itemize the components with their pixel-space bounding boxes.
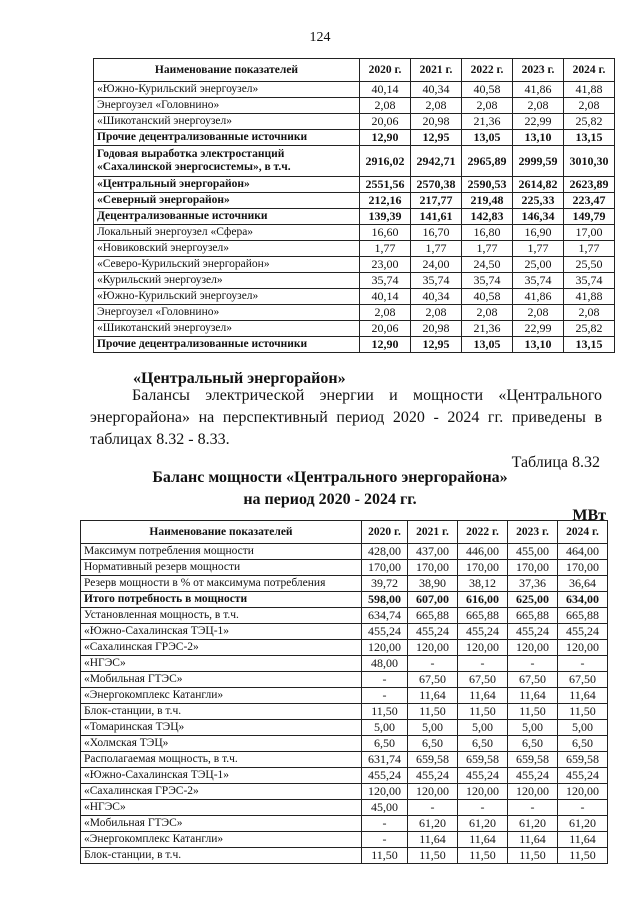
value-cell: 217,77 — [411, 193, 462, 209]
table-row — [94, 305, 615, 321]
value-cell: 170,00 — [362, 560, 408, 576]
indicator-name-cell: «Южно-Курильский энергоузел» — [94, 289, 360, 305]
power-balance-table — [80, 520, 608, 864]
table-row — [81, 752, 608, 768]
value-cell: 120,00 — [408, 784, 458, 800]
value-cell: 11,50 — [458, 848, 508, 864]
value-cell: 665,88 — [458, 608, 508, 624]
value-cell: 37,36 — [508, 576, 558, 592]
indicator-name-cell: Энергоузел «Головнино» — [94, 305, 360, 321]
table-row — [81, 560, 608, 576]
header-year: 2024 г. — [558, 521, 608, 544]
value-cell: 21,36 — [462, 321, 513, 337]
caption-line-2: на период 2020 - 2024 гг. — [243, 491, 417, 508]
value-cell: 11,50 — [508, 848, 558, 864]
value-cell: 16,70 — [411, 225, 462, 241]
header-year: 2021 г. — [411, 59, 462, 82]
value-cell: 11,50 — [362, 704, 408, 720]
header-year: 2020 г. — [360, 59, 411, 82]
value-cell: 16,60 — [360, 225, 411, 241]
value-cell: 120,00 — [508, 784, 558, 800]
value-cell: 35,74 — [360, 273, 411, 289]
value-cell: 41,88 — [564, 289, 615, 305]
value-cell: 2916,02 — [360, 146, 411, 177]
value-cell: 20,06 — [360, 114, 411, 130]
value-cell: 5,00 — [458, 720, 508, 736]
value-cell: 1,77 — [462, 241, 513, 257]
value-cell: 665,88 — [558, 608, 608, 624]
header-year: 2023 г. — [508, 521, 558, 544]
value-cell: 223,47 — [564, 193, 615, 209]
table-row — [81, 608, 608, 624]
value-cell: 665,88 — [408, 608, 458, 624]
value-cell: 67,50 — [408, 672, 458, 688]
value-cell: 2,08 — [360, 305, 411, 321]
table-row — [81, 768, 608, 784]
value-cell: 455,24 — [362, 624, 408, 640]
value-cell: 2551,56 — [360, 177, 411, 193]
value-cell: 11,64 — [508, 832, 558, 848]
value-cell: 41,86 — [513, 289, 564, 305]
value-cell: 446,00 — [458, 544, 508, 560]
table-row — [94, 209, 615, 225]
indicator-name-cell: «Южно-Сахалинская ТЭЦ-1» — [81, 624, 362, 640]
generation-table — [93, 58, 615, 353]
header-year: 2020 г. — [362, 521, 408, 544]
value-cell: 61,20 — [558, 816, 608, 832]
value-cell: 659,58 — [558, 752, 608, 768]
value-cell: 22,99 — [513, 321, 564, 337]
value-cell: 11,64 — [458, 688, 508, 704]
value-cell: - — [408, 656, 458, 672]
table-row — [94, 98, 615, 114]
value-cell: 2,08 — [360, 98, 411, 114]
value-cell: 120,00 — [362, 784, 408, 800]
table-row — [81, 832, 608, 848]
value-cell: 120,00 — [558, 784, 608, 800]
indicator-name-cell: Локальный энергоузел «Сфера» — [94, 225, 360, 241]
indicator-name-cell: Установленная мощность, в т.ч. — [81, 608, 362, 624]
indicator-name-cell: Максимум потребления мощности — [81, 544, 362, 560]
value-cell: 2,08 — [462, 98, 513, 114]
table-row — [81, 736, 608, 752]
value-cell: 1,77 — [564, 241, 615, 257]
indicator-name-cell: «Южно-Курильский энергоузел» — [94, 82, 360, 98]
value-cell: 6,50 — [408, 736, 458, 752]
value-cell: 170,00 — [408, 560, 458, 576]
table-header-row — [81, 521, 608, 544]
value-cell: 11,50 — [558, 704, 608, 720]
value-cell: 11,50 — [362, 848, 408, 864]
value-cell: 634,74 — [362, 608, 408, 624]
value-cell: 120,00 — [458, 784, 508, 800]
value-cell: 607,00 — [408, 592, 458, 608]
value-cell: 120,00 — [362, 640, 408, 656]
value-cell: 120,00 — [458, 640, 508, 656]
body-paragraph: Балансы электрической энергии и мощности «Центрального энергорайона» на перспективный период 2020 - 2024 гг. приведены в таблицах 8.32 - 8.33. — [90, 387, 602, 448]
indicator-name-cell: «Сахалинская ГРЭС-2» — [81, 640, 362, 656]
value-cell: 659,58 — [508, 752, 558, 768]
value-cell: 455,24 — [558, 768, 608, 784]
value-cell: 455,24 — [408, 624, 458, 640]
value-cell: 2,08 — [513, 305, 564, 321]
value-cell: 21,36 — [462, 114, 513, 130]
value-cell: 40,14 — [360, 82, 411, 98]
value-cell: 20,98 — [411, 321, 462, 337]
indicator-name-cell: «Энергокомплекс Катангли» — [81, 832, 362, 848]
value-cell: 23,00 — [360, 257, 411, 273]
value-cell: - — [508, 800, 558, 816]
value-cell: 634,00 — [558, 592, 608, 608]
indicator-name-cell: Располагаемая мощность, в т.ч. — [81, 752, 362, 768]
value-cell: - — [408, 800, 458, 816]
table-row — [81, 800, 608, 816]
table-row — [94, 82, 615, 98]
value-cell: 6,50 — [362, 736, 408, 752]
indicator-name-cell: «Энергокомплекс Катангли» — [81, 688, 362, 704]
value-cell: 13,15 — [564, 130, 615, 146]
value-cell: 2965,89 — [462, 146, 513, 177]
value-cell: 455,00 — [508, 544, 558, 560]
table-row — [81, 592, 608, 608]
indicator-name-cell: Нормативный резерв мощности — [81, 560, 362, 576]
table-row — [94, 257, 615, 273]
value-cell: 13,10 — [513, 337, 564, 353]
value-cell: - — [362, 832, 408, 848]
value-cell: 16,90 — [513, 225, 564, 241]
value-cell: 142,83 — [462, 209, 513, 225]
table-row — [81, 816, 608, 832]
value-cell: 41,86 — [513, 82, 564, 98]
value-cell: 35,74 — [411, 273, 462, 289]
header-year: 2021 г. — [408, 521, 458, 544]
value-cell: 120,00 — [408, 640, 458, 656]
value-cell: 428,00 — [362, 544, 408, 560]
table-row — [81, 640, 608, 656]
value-cell: 16,80 — [462, 225, 513, 241]
table-row — [94, 273, 615, 289]
value-cell: 11,64 — [408, 832, 458, 848]
value-cell: 11,50 — [458, 704, 508, 720]
table-row — [94, 114, 615, 130]
table-row — [81, 848, 608, 864]
value-cell: 146,34 — [513, 209, 564, 225]
value-cell: 38,12 — [458, 576, 508, 592]
indicator-name-cell: Энергоузел «Головнино» — [94, 98, 360, 114]
indicator-name-cell: «НГЭС» — [81, 656, 362, 672]
indicator-name-cell: «Северный энергорайон» — [94, 193, 360, 209]
indicator-name-cell: «Сахалинская ГРЭС-2» — [81, 784, 362, 800]
value-cell: 455,24 — [458, 624, 508, 640]
value-cell: 67,50 — [458, 672, 508, 688]
value-cell: 6,50 — [458, 736, 508, 752]
value-cell: 40,14 — [360, 289, 411, 305]
value-cell: 631,74 — [362, 752, 408, 768]
value-cell: 6,50 — [558, 736, 608, 752]
value-cell: 25,50 — [564, 257, 615, 273]
value-cell: 2,08 — [513, 98, 564, 114]
value-cell: 61,20 — [458, 816, 508, 832]
table-row — [94, 241, 615, 257]
value-cell: - — [362, 672, 408, 688]
table-row — [94, 225, 615, 241]
value-cell: 464,00 — [558, 544, 608, 560]
value-cell: 24,50 — [462, 257, 513, 273]
value-cell: 141,61 — [411, 209, 462, 225]
table-row — [94, 289, 615, 305]
indicator-name-cell: «Северо-Курильский энергорайон» — [94, 257, 360, 273]
value-cell: 13,05 — [462, 337, 513, 353]
value-cell: 67,50 — [508, 672, 558, 688]
value-cell: 616,00 — [458, 592, 508, 608]
value-cell: 1,77 — [360, 241, 411, 257]
value-cell: 139,39 — [360, 209, 411, 225]
value-cell: 39,72 — [362, 576, 408, 592]
value-cell: 17,00 — [564, 225, 615, 241]
section-heading: «Центральный энергорайон» — [133, 370, 346, 387]
table-row — [81, 720, 608, 736]
indicator-name-cell: «Курильский энергоузел» — [94, 273, 360, 289]
value-cell: 11,50 — [508, 704, 558, 720]
value-cell: 2570,38 — [411, 177, 462, 193]
value-cell: 2,08 — [411, 98, 462, 114]
value-cell: 67,50 — [558, 672, 608, 688]
table-row — [81, 784, 608, 800]
table-row — [94, 193, 615, 209]
value-cell: 35,74 — [564, 273, 615, 289]
value-cell: 13,05 — [462, 130, 513, 146]
value-cell: 2623,89 — [564, 177, 615, 193]
table-header-row — [94, 59, 615, 82]
value-cell: 2,08 — [411, 305, 462, 321]
value-cell: - — [558, 656, 608, 672]
value-cell: 437,00 — [408, 544, 458, 560]
table-number: Таблица 8.32 — [511, 454, 600, 471]
table-row — [81, 624, 608, 640]
table-row — [81, 576, 608, 592]
indicator-name-cell: «Шикотанский энергоузел» — [94, 114, 360, 130]
value-cell: 455,24 — [508, 624, 558, 640]
value-cell: 35,74 — [513, 273, 564, 289]
value-cell: 11,50 — [408, 704, 458, 720]
header-year: 2022 г. — [458, 521, 508, 544]
value-cell: 455,24 — [558, 624, 608, 640]
value-cell: 2999,59 — [513, 146, 564, 177]
indicator-name-cell: «Холмская ТЭЦ» — [81, 736, 362, 752]
indicator-name-cell: «Центральный энергорайон» — [94, 177, 360, 193]
value-cell: 455,24 — [362, 768, 408, 784]
value-cell: - — [458, 656, 508, 672]
table-row — [94, 337, 615, 353]
indicator-name-cell: Годовая выработка электростанций «Сахалинской энергосистемы», в т.ч. — [94, 146, 360, 177]
table-row — [81, 704, 608, 720]
value-cell: 11,64 — [408, 688, 458, 704]
value-cell: 20,98 — [411, 114, 462, 130]
value-cell: 40,58 — [462, 289, 513, 305]
value-cell: 2614,82 — [513, 177, 564, 193]
table-caption — [120, 467, 540, 511]
value-cell: 25,82 — [564, 114, 615, 130]
table-row — [94, 321, 615, 337]
table-row — [81, 672, 608, 688]
value-cell: 11,50 — [408, 848, 458, 864]
value-cell: 1,77 — [411, 241, 462, 257]
indicator-name-cell: «НГЭС» — [81, 800, 362, 816]
value-cell: 120,00 — [508, 640, 558, 656]
value-cell: 170,00 — [558, 560, 608, 576]
indicator-name-cell: Децентрализованные источники — [94, 209, 360, 225]
indicator-name-cell: Прочие децентрализованные источники — [94, 337, 360, 353]
value-cell: 5,00 — [558, 720, 608, 736]
value-cell: 665,88 — [508, 608, 558, 624]
value-cell: 11,64 — [508, 688, 558, 704]
indicator-name-cell: «Шикотанский энергоузел» — [94, 321, 360, 337]
indicator-name-cell: Итого потребность в мощности — [81, 592, 362, 608]
value-cell: 13,10 — [513, 130, 564, 146]
value-cell: 3010,30 — [564, 146, 615, 177]
value-cell: 120,00 — [558, 640, 608, 656]
value-cell: 170,00 — [508, 560, 558, 576]
table-row — [94, 130, 615, 146]
value-cell: 40,58 — [462, 82, 513, 98]
value-cell: 12,90 — [360, 337, 411, 353]
value-cell: 11,64 — [558, 832, 608, 848]
value-cell: 455,24 — [508, 768, 558, 784]
indicator-name-cell: Прочие децентрализованные источники — [94, 130, 360, 146]
value-cell: 5,00 — [408, 720, 458, 736]
value-cell: 11,64 — [558, 688, 608, 704]
value-cell: 11,50 — [558, 848, 608, 864]
value-cell: 41,88 — [564, 82, 615, 98]
indicator-name-cell: «Мобильная ГТЭС» — [81, 672, 362, 688]
value-cell: 2,08 — [564, 305, 615, 321]
value-cell: 12,95 — [411, 130, 462, 146]
value-cell: 659,58 — [458, 752, 508, 768]
header-indicator-name: Наименование показателей — [81, 521, 362, 544]
table-row — [81, 544, 608, 560]
header-year: 2022 г. — [462, 59, 513, 82]
value-cell: 24,00 — [411, 257, 462, 273]
value-cell: 61,20 — [408, 816, 458, 832]
units-label: МВт — [572, 507, 606, 524]
page-number: 124 — [309, 30, 331, 45]
value-cell: - — [362, 816, 408, 832]
indicator-name-cell: «Мобильная ГТЭС» — [81, 816, 362, 832]
value-cell: 40,34 — [411, 289, 462, 305]
value-cell: 40,34 — [411, 82, 462, 98]
indicator-name-cell: «Томаринская ТЭЦ» — [81, 720, 362, 736]
value-cell: 1,77 — [513, 241, 564, 257]
value-cell: 659,58 — [408, 752, 458, 768]
value-cell: - — [558, 800, 608, 816]
value-cell: 2942,71 — [411, 146, 462, 177]
header-year: 2024 г. — [564, 59, 615, 82]
value-cell: 45,00 — [362, 800, 408, 816]
value-cell: 12,95 — [411, 337, 462, 353]
indicator-name-cell: «Южно-Сахалинская ТЭЦ-1» — [81, 768, 362, 784]
value-cell: 455,24 — [458, 768, 508, 784]
value-cell: - — [362, 688, 408, 704]
value-cell: 5,00 — [508, 720, 558, 736]
value-cell: 11,64 — [458, 832, 508, 848]
value-cell: 625,00 — [508, 592, 558, 608]
value-cell: - — [508, 656, 558, 672]
value-cell: 6,50 — [508, 736, 558, 752]
table-row — [94, 146, 615, 177]
value-cell: 25,00 — [513, 257, 564, 273]
value-cell: 2,08 — [462, 305, 513, 321]
value-cell: 170,00 — [458, 560, 508, 576]
indicator-name-cell: Резерв мощности в % от максимума потребления — [81, 576, 362, 592]
value-cell: 38,90 — [408, 576, 458, 592]
value-cell: 149,79 — [564, 209, 615, 225]
value-cell: 36,64 — [558, 576, 608, 592]
header-indicator-name: Наименование показателей — [94, 59, 360, 82]
value-cell: 225,33 — [513, 193, 564, 209]
value-cell: 598,00 — [362, 592, 408, 608]
value-cell: 455,24 — [408, 768, 458, 784]
value-cell: 35,74 — [462, 273, 513, 289]
table-row — [81, 688, 608, 704]
value-cell: 219,48 — [462, 193, 513, 209]
value-cell: 12,90 — [360, 130, 411, 146]
indicator-name-cell: Блок-станции, в т.ч. — [81, 704, 362, 720]
value-cell: 13,15 — [564, 337, 615, 353]
table-row — [94, 177, 615, 193]
value-cell: 48,00 — [362, 656, 408, 672]
value-cell: - — [458, 800, 508, 816]
value-cell: 2,08 — [564, 98, 615, 114]
value-cell: 22,99 — [513, 114, 564, 130]
value-cell: 5,00 — [362, 720, 408, 736]
value-cell: 212,16 — [360, 193, 411, 209]
indicator-name-cell: «Новиковский энергоузел» — [94, 241, 360, 257]
indicator-name-cell: Блок-станции, в т.ч. — [81, 848, 362, 864]
value-cell: 20,06 — [360, 321, 411, 337]
table-row — [81, 656, 608, 672]
value-cell: 61,20 — [508, 816, 558, 832]
value-cell: 2590,53 — [462, 177, 513, 193]
header-year: 2023 г. — [513, 59, 564, 82]
caption-line-1: Баланс мощности «Центрального энергорайона» — [152, 469, 508, 486]
value-cell: 25,82 — [564, 321, 615, 337]
